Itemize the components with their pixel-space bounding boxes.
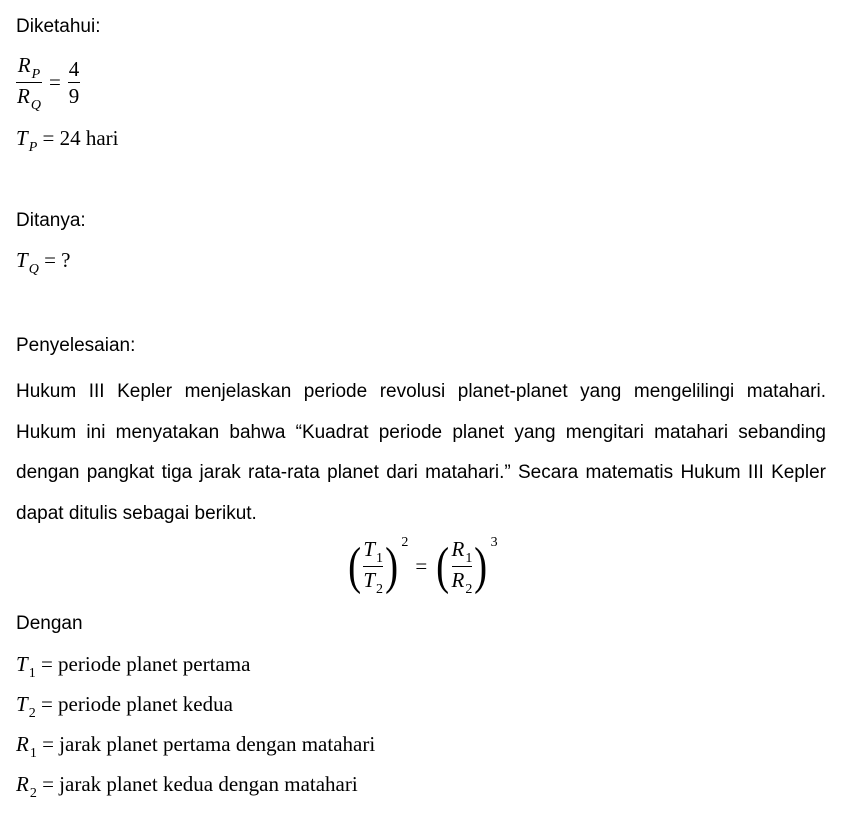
right-paren-close: ) (474, 537, 488, 595)
solution-paragraph: Hukum III Kepler menjelaskan periode revolusi planet-planet yang mengelilingi matahari. Hukum ini menyatakan bahwa “Kuadrat periode planet yang mengitari matahari sebanding dengan pangkat tiga jarak rata-rata planet dari matahari.” Secara matematis Hukum III Kepler dapat ditulis sebagai berikut. (16, 381, 826, 524)
left-den-var: T (363, 568, 376, 592)
def-text: = periode planet pertama (40, 652, 251, 676)
solution-heading: Penyelesaian: (16, 335, 136, 356)
ratio-value-num: 4 (68, 57, 80, 81)
asked-var: T (16, 248, 28, 272)
right-den-sub: 2 (465, 582, 473, 597)
def-var: R (16, 732, 29, 756)
left-paren-close: ) (385, 537, 399, 595)
def-var: T (16, 692, 28, 716)
right-paren-open: ( (436, 537, 450, 595)
left-power: 2 (401, 534, 409, 550)
known-heading: Diketahui: (16, 16, 101, 37)
asked-value: = ? (44, 248, 71, 272)
kepler-formula (346, 536, 498, 597)
right-den-var: R (451, 568, 465, 592)
asked-line (16, 248, 71, 277)
definition-item (16, 772, 358, 801)
ratio-den-var: R (17, 84, 30, 108)
ratio-value-den: 9 (68, 84, 80, 108)
definition-item (16, 692, 233, 721)
left-paren-open: ( (348, 537, 362, 595)
def-sub: 1 (29, 746, 37, 761)
period-var: T (16, 126, 28, 150)
def-text: = periode planet kedua (40, 692, 233, 716)
ratio-den-sub: Q (30, 98, 41, 113)
left-den-sub: 2 (376, 582, 384, 597)
def-sub: 2 (29, 786, 37, 801)
formula-equals: = (415, 554, 428, 578)
period-value: = 24 hari (42, 126, 119, 150)
ratio-equals: = (48, 70, 61, 94)
definitions-heading: Dengan (16, 613, 83, 634)
ratio-value-fraction (68, 56, 81, 109)
right-power: 3 (490, 534, 498, 550)
left-num-sub: 1 (376, 551, 384, 566)
def-var: R (16, 772, 29, 796)
left-num-var: T (363, 537, 376, 561)
ratio-equation (16, 52, 80, 113)
asked-sub: Q (28, 262, 39, 277)
right-num-var: R (451, 537, 465, 561)
ratio-num-var: R (17, 53, 31, 77)
period-sub: P (28, 140, 38, 155)
period-p-line (16, 126, 119, 155)
left-fraction (363, 536, 383, 597)
def-sub: 1 (28, 666, 36, 681)
def-sub: 2 (28, 706, 36, 721)
definition-item (16, 732, 376, 761)
def-var: T (16, 652, 28, 676)
ratio-num-sub: P (31, 67, 41, 82)
asked-heading: Ditanya: (16, 210, 86, 231)
definition-item (16, 652, 251, 681)
right-fraction (452, 536, 473, 597)
right-num-sub: 1 (465, 551, 473, 566)
def-text: = jarak planet pertama dengan matahari (42, 732, 376, 756)
ratio-fraction (16, 52, 42, 113)
def-text: = jarak planet kedua dengan matahari (42, 772, 358, 796)
